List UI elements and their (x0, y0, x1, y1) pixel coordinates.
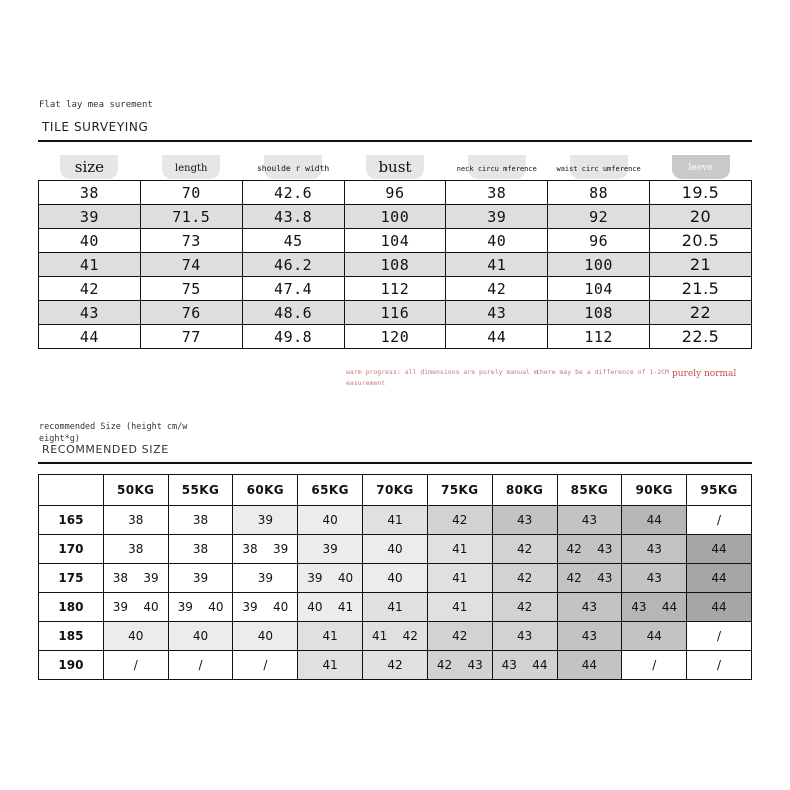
size-cell: 41 (363, 593, 428, 622)
weight-header: 65KG (298, 475, 363, 506)
size-cell: 38 (103, 506, 168, 535)
size-cell (233, 593, 298, 622)
cell-shoulder-width: 42.6 (242, 181, 344, 205)
cell-size: 39 (39, 205, 141, 229)
flat-lay-title: TILE SURVEYING (42, 120, 149, 134)
size-value: 43 (597, 571, 613, 585)
size-cell: 42 (427, 506, 492, 535)
table-row (39, 535, 752, 564)
size-value: 42 (402, 629, 418, 643)
size-cell: 42 (427, 622, 492, 651)
size-cell: / (233, 651, 298, 680)
corner-cell (39, 475, 104, 506)
cell-sleeve: 20.5 (650, 229, 752, 253)
header-length: length (140, 155, 242, 181)
cell-length: 77 (140, 325, 242, 349)
size-cell: 43 (492, 622, 557, 651)
cell-size: 44 (39, 325, 141, 349)
table-row (39, 622, 752, 651)
flat-lay-divider (38, 140, 752, 142)
measurement-note-normal: purely normal (672, 369, 737, 379)
size-cell: / (687, 622, 752, 651)
size-cell: 41 (298, 651, 363, 680)
size-cell (622, 593, 687, 622)
size-value: 41 (372, 629, 388, 643)
cell-bust: 116 (344, 301, 446, 325)
size-cell: 40 (363, 535, 428, 564)
header-size: size (39, 155, 141, 181)
size-value: 43 (501, 658, 517, 672)
size-cell: 38 (103, 535, 168, 564)
size-value: 39 (273, 542, 289, 556)
table-row (39, 301, 752, 325)
cell-size: 41 (39, 253, 141, 277)
weight-header-row (39, 475, 752, 506)
cell-size: 38 (39, 181, 141, 205)
size-cell: 39 (233, 564, 298, 593)
size-cell: 43 (557, 506, 622, 535)
size-value: 40 (273, 600, 289, 614)
measurement-header-row (39, 155, 752, 181)
size-cell (557, 535, 622, 564)
size-cell: 43 (622, 564, 687, 593)
recommended-caption: recommended Size (height cm/w eight*g) (39, 422, 188, 444)
cell-size: 43 (39, 301, 141, 325)
cell-length: 74 (140, 253, 242, 277)
cell-length: 73 (140, 229, 242, 253)
size-cell: 39 (168, 564, 233, 593)
size-value: 40 (143, 600, 159, 614)
size-cell (233, 535, 298, 564)
cell-shoulder-width: 47.4 (242, 277, 344, 301)
size-cell: 43 (557, 593, 622, 622)
header-waist-circumference: waist circ umference (548, 155, 650, 181)
size-value: 42 (566, 542, 582, 556)
size-cell: 44 (622, 622, 687, 651)
table-row (39, 564, 752, 593)
size-cell: 44 (687, 564, 752, 593)
cell-sleeve: 20 (650, 205, 752, 229)
weight-header: 75KG (427, 475, 492, 506)
size-cell (103, 593, 168, 622)
size-cell: 41 (427, 535, 492, 564)
cell-neck-circumference: 38 (446, 181, 548, 205)
cell-waist-circumference: 96 (548, 229, 650, 253)
height-label: 185 (39, 622, 104, 651)
cell-waist-circumference: 104 (548, 277, 650, 301)
table-row (39, 229, 752, 253)
weight-header: 95KG (687, 475, 752, 506)
weight-header: 60KG (233, 475, 298, 506)
size-cell: 38 (168, 506, 233, 535)
size-value: 43 (467, 658, 483, 672)
measurement-note: warm progress: all dimensions are purely manual m easurement (346, 368, 538, 387)
size-cell: / (687, 651, 752, 680)
size-cell: 41 (427, 564, 492, 593)
cell-neck-circumference: 43 (446, 301, 548, 325)
header-sleeve: leeve (650, 155, 752, 181)
recommended-divider (38, 462, 752, 464)
cell-length: 71.5 (140, 205, 242, 229)
size-value: 39 (307, 571, 323, 585)
size-cell: 43 (492, 506, 557, 535)
size-cell: / (687, 506, 752, 535)
table-row (39, 253, 752, 277)
size-cell: 40 (363, 564, 428, 593)
recommended-size-table (38, 474, 752, 680)
cell-shoulder-width: 46.2 (242, 253, 344, 277)
height-label: 165 (39, 506, 104, 535)
size-cell: 40 (298, 506, 363, 535)
size-cell: / (622, 651, 687, 680)
header-shoulder-width: shoulde r width (242, 155, 344, 181)
cell-waist-circumference: 92 (548, 205, 650, 229)
height-label: 190 (39, 651, 104, 680)
weight-header: 85KG (557, 475, 622, 506)
size-value: 42 (436, 658, 453, 672)
cell-length: 75 (140, 277, 242, 301)
size-cell (103, 564, 168, 593)
size-cell (492, 651, 557, 680)
size-cell (557, 564, 622, 593)
size-cell: 43 (622, 535, 687, 564)
size-value: 39 (242, 600, 258, 614)
height-label: 180 (39, 593, 104, 622)
cell-sleeve: 21 (650, 253, 752, 277)
weight-header: 50KG (103, 475, 168, 506)
cell-neck-circumference: 39 (446, 205, 548, 229)
cell-size: 40 (39, 229, 141, 253)
size-cell: 41 (298, 622, 363, 651)
size-cell: 41 (363, 506, 428, 535)
cell-bust: 104 (344, 229, 446, 253)
cell-bust: 96 (344, 181, 446, 205)
cell-size: 42 (39, 277, 141, 301)
size-cell: 44 (557, 651, 622, 680)
table-row (39, 181, 752, 205)
size-cell: 42 (492, 593, 557, 622)
cell-shoulder-width: 45 (242, 229, 344, 253)
size-value: 42 (566, 571, 582, 585)
size-cell: 40 (168, 622, 233, 651)
size-cell (298, 593, 363, 622)
height-label: 170 (39, 535, 104, 564)
cell-bust: 120 (344, 325, 446, 349)
header-neck-circumference: neck circu mference (446, 155, 548, 181)
flat-lay-caption: Flat lay mea surement (39, 100, 153, 110)
size-cell: 44 (687, 535, 752, 564)
table-row (39, 277, 752, 301)
size-cell: 43 (557, 622, 622, 651)
size-value: 39 (177, 600, 193, 614)
size-cell: 39 (233, 506, 298, 535)
cell-sleeve: 22 (650, 301, 752, 325)
size-value: 40 (208, 600, 224, 614)
size-cell: 44 (622, 506, 687, 535)
measurement-note-difference: there may be a difference of 1-2CM (536, 368, 670, 376)
table-row (39, 506, 752, 535)
cell-waist-circumference: 112 (548, 325, 650, 349)
weight-header: 55KG (168, 475, 233, 506)
cell-bust: 112 (344, 277, 446, 301)
cell-sleeve: 21.5 (650, 277, 752, 301)
size-value: 44 (532, 658, 548, 672)
size-value: 39 (112, 600, 129, 614)
cell-shoulder-width: 49.8 (242, 325, 344, 349)
size-value: 41 (337, 600, 354, 614)
size-value: 40 (337, 571, 354, 585)
cell-neck-circumference: 42 (446, 277, 548, 301)
height-label: 175 (39, 564, 104, 593)
cell-bust: 108 (344, 253, 446, 277)
size-value: 38 (112, 571, 129, 585)
size-cell: 39 (298, 535, 363, 564)
cell-shoulder-width: 43.8 (242, 205, 344, 229)
weight-header: 80KG (492, 475, 557, 506)
table-row (39, 205, 752, 229)
cell-bust: 100 (344, 205, 446, 229)
table-row (39, 325, 752, 349)
header-bust: bust (344, 155, 446, 181)
size-value: 38 (242, 542, 258, 556)
size-cell (427, 651, 492, 680)
size-value: 39 (143, 571, 159, 585)
size-cell: 42 (492, 535, 557, 564)
size-cell (298, 564, 363, 593)
recommended-title: RECOMMENDED SIZE (42, 444, 169, 453)
size-value: 40 (307, 600, 323, 614)
cell-neck-circumference: 44 (446, 325, 548, 349)
size-cell: 41 (427, 593, 492, 622)
size-value: 44 (661, 600, 678, 614)
size-cell: 42 (363, 651, 428, 680)
cell-waist-circumference: 108 (548, 301, 650, 325)
cell-length: 70 (140, 181, 242, 205)
weight-header: 90KG (622, 475, 687, 506)
cell-neck-circumference: 40 (446, 229, 548, 253)
cell-waist-circumference: 100 (548, 253, 650, 277)
cell-sleeve: 19.5 (650, 181, 752, 205)
cell-sleeve: 22.5 (650, 325, 752, 349)
cell-shoulder-width: 48.6 (242, 301, 344, 325)
size-value: 43 (631, 600, 647, 614)
table-row (39, 593, 752, 622)
size-cell: 44 (687, 593, 752, 622)
size-cell (363, 622, 428, 651)
table-row (39, 651, 752, 680)
size-cell: / (103, 651, 168, 680)
weight-header: 70KG (363, 475, 428, 506)
size-cell: 42 (492, 564, 557, 593)
measurement-table (38, 155, 752, 349)
cell-waist-circumference: 88 (548, 181, 650, 205)
size-value: 43 (597, 542, 613, 556)
size-cell: 40 (103, 622, 168, 651)
cell-neck-circumference: 41 (446, 253, 548, 277)
size-cell (168, 593, 233, 622)
cell-length: 76 (140, 301, 242, 325)
size-cell: 40 (233, 622, 298, 651)
size-cell: / (168, 651, 233, 680)
size-cell: 38 (168, 535, 233, 564)
